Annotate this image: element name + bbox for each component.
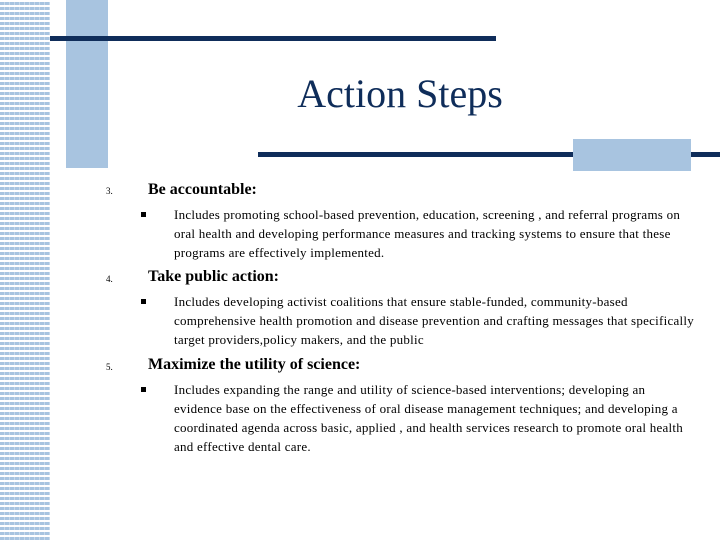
decorative-block-top — [66, 0, 108, 168]
item-body: Includes developing activist coalitions that ensure stable-funded, community-based comprehensive health promotion and disease prevention and crafting messages that specifically target providers,policy makers, and the public — [174, 294, 694, 347]
item-heading: Maximize the utility of science: — [148, 356, 361, 373]
item-number: 4. — [106, 274, 113, 284]
item-number: 3. — [106, 186, 113, 196]
bullet-icon — [141, 387, 146, 392]
item-heading: Be accountable: — [148, 181, 257, 198]
bullet-icon — [141, 299, 146, 304]
item-body: Includes promoting school-based prevention, education, screening , and referral programs on oral health and developing performance measures and tracking systems to ensure that these programs are effectively implemented. — [174, 207, 681, 260]
item-heading: Take public action: — [148, 268, 279, 285]
decorative-block-right — [573, 139, 691, 171]
item-number: 5. — [106, 362, 113, 372]
decorative-stripes-overlay — [0, 0, 50, 540]
bullet-icon — [141, 212, 146, 217]
item-body: Includes expanding the range and utility of science-based interventions; developing an evidence base on the effectiveness of oral disease management techniques; and developing a coordinated agenda across basic, applied , and health services research to promote oral health and effective dental care. — [174, 382, 683, 454]
decorative-bar-top — [50, 36, 496, 41]
slide-title: Action Steps — [297, 71, 503, 116]
